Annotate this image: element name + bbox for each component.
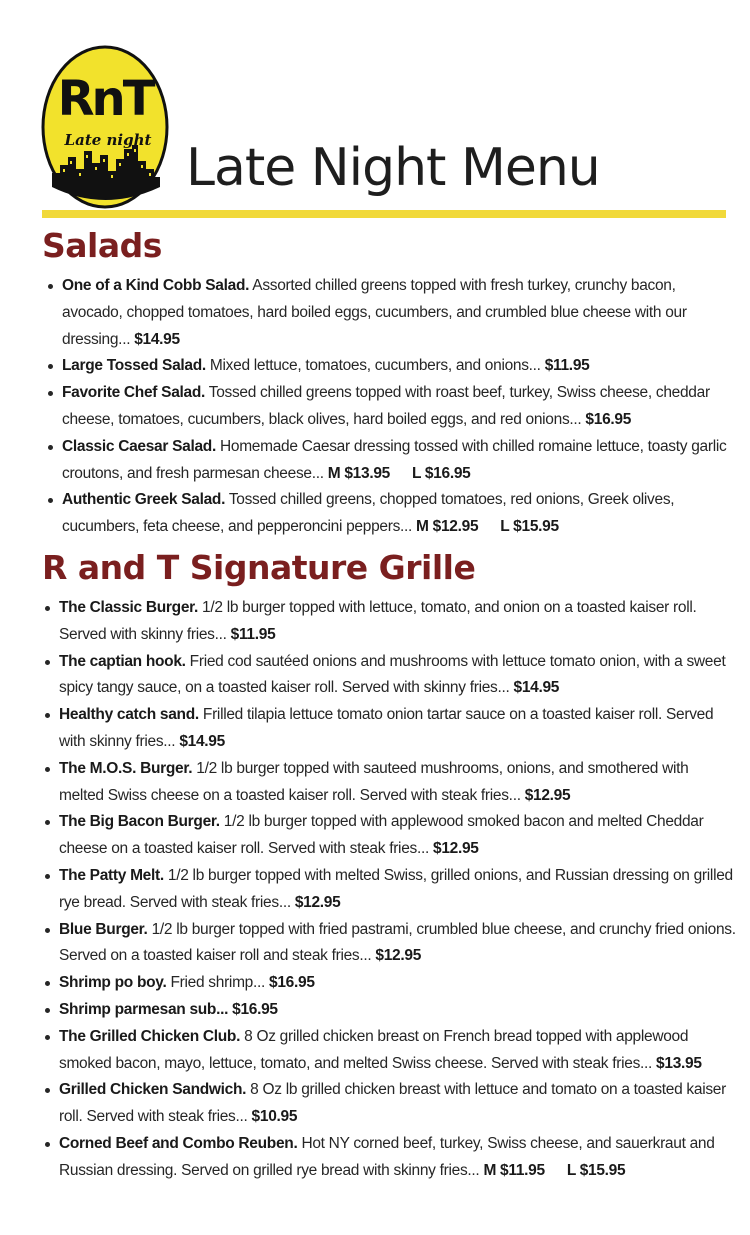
item-price: $10.95	[251, 1108, 298, 1126]
menu-header	[0, 0, 750, 222]
item-name: The Grilled Chicken Club.	[59, 1027, 241, 1045]
item-description: Fried shrimp...	[166, 974, 270, 992]
item-description: 1/2 lb burger topped with melted Swiss, grilled onions, and Russian dressing on grilled rye bread. Served with steak fries...	[59, 866, 733, 911]
list-item	[62, 353, 734, 380]
salads-list	[62, 273, 734, 541]
item-price: $13.95	[656, 1054, 702, 1072]
item-description: 1/2 lb burger topped with applewood smoked bacon and melted Cheddar cheese on a toasted kaiser roll. Served with steak fries...	[59, 813, 704, 858]
list-item	[59, 595, 737, 649]
item-description: 8 Oz grilled chicken breast on French bread topped with applewood smoked bacon, mayo, lettuce, tomato, and melted Swiss cheese. Served with steak fries...	[59, 1027, 689, 1072]
section-heading-salads: Salads	[42, 226, 162, 265]
item-price: $16.95	[269, 974, 315, 992]
list-item	[59, 917, 737, 971]
item-price: $12.95	[524, 786, 571, 804]
item-name: Blue Burger.	[59, 920, 148, 938]
item-price: $14.95	[179, 732, 225, 750]
item-price: $16.95	[232, 1000, 278, 1018]
svg-text:RnT: RnT	[57, 71, 153, 127]
item-name: The captian hook.	[59, 652, 186, 670]
item-description: Frilled tilapia lettuce tomato onion tartar sauce on a toasted kaiser roll. Served with skinny fries...	[59, 706, 714, 750]
item-name: The M.O.S. Burger.	[59, 759, 193, 777]
item-description: Fried cod sautéed onions and mushrooms with lettuce tomato onion, with a sweet spicy tangy sauce, on a toasted kaiser roll. Served with skinny fries...	[59, 652, 726, 697]
list-item	[59, 1024, 737, 1078]
item-price-large: L $15.95	[566, 1161, 626, 1179]
item-price: $11.95	[544, 357, 590, 375]
item-name: The Classic Burger.	[59, 599, 199, 616]
list-item	[59, 1131, 737, 1185]
list-item	[59, 809, 737, 863]
page-title: Late Night Menu	[186, 138, 600, 198]
item-name: Favorite Chef Salad.	[62, 384, 206, 402]
signature-grille-list	[59, 595, 737, 1185]
item-price: M $13.95	[327, 464, 390, 482]
item-price-large: L $15.95	[500, 518, 559, 536]
item-description: 8 Oz lb grilled chicken breast with lettuce and tomato on a toasted kaiser roll. Served with steak fries...	[59, 1081, 726, 1126]
list-item	[59, 702, 737, 756]
item-price: $14.95	[513, 679, 560, 697]
item-name: Authentic Greek Salad.	[62, 491, 226, 509]
list-item	[62, 380, 734, 434]
title-divider	[42, 210, 726, 218]
item-description: Tossed chilled greens, chopped tomatoes, red onions, Greek olives, cucumbers, feta cheese, and pepperoncini peppers...	[62, 491, 675, 536]
item-name: One of a Kind Cobb Salad.	[62, 277, 250, 294]
item-description: Mixed lettuce, tomatoes, cucumbers, and onions...	[205, 357, 545, 375]
item-name: Shrimp parmesan sub...	[59, 1000, 229, 1018]
item-description: Hot NY corned beef, turkey, Swiss cheese, and sauerkraut and Russian dressing. Served on grilled rye bread with skinny fries...	[59, 1134, 715, 1179]
item-price: $14.95	[134, 330, 180, 348]
item-price: $12.95	[433, 840, 479, 858]
item-description: Tossed chilled greens topped with roast beef, turkey, Swiss cheese, cheddar cheese, tomatoes, cucumbers, black olives, hard boiled eggs, and red onions...	[62, 384, 710, 428]
item-description: 1/2 lb burger topped with fried pastrami, crumbled blue cheese, and crunchy fried onions. Served on a toasted kaiser roll and steak fries...	[59, 920, 736, 965]
item-name: The Patty Melt.	[59, 866, 164, 884]
svg-text:Late night: Late night	[64, 131, 152, 149]
item-name: Classic Caesar Salad.	[62, 437, 216, 455]
list-item	[59, 649, 737, 703]
rnt-logo-icon	[40, 45, 170, 210]
list-item	[62, 487, 734, 541]
item-name: Shrimp po boy.	[59, 974, 167, 992]
list-item	[59, 997, 737, 1024]
item-price: $12.95	[294, 893, 341, 911]
item-name: Healthy catch sand.	[59, 706, 199, 724]
item-name: The Big Bacon Burger.	[59, 813, 220, 831]
item-price: M $11.95	[483, 1161, 545, 1179]
item-price: $16.95	[585, 410, 632, 428]
item-name: Corned Beef and Combo Reuben.	[59, 1134, 298, 1152]
list-item	[59, 1077, 737, 1131]
item-price: M $12.95	[416, 518, 479, 536]
list-item	[59, 756, 737, 810]
list-item	[62, 434, 734, 488]
list-item	[59, 863, 737, 917]
item-description: Assorted chilled greens topped with fresh turkey, crunchy bacon, avocado, chopped tomatoes, hard boiled eggs, cucumbers, and crumbled blue cheese with our dressing...	[62, 277, 687, 348]
item-price: $12.95	[375, 947, 422, 965]
item-name: Large Tossed Salad.	[62, 357, 206, 375]
item-price: $11.95	[230, 625, 276, 643]
list-item	[62, 273, 734, 353]
list-item	[59, 970, 737, 997]
section-heading-signature-grille: R and T Signature Grille	[42, 548, 476, 587]
item-description: Homemade Caesar dressing tossed with chilled romaine lettuce, toasty garlic croutons, and fresh parmesan cheese...	[62, 437, 727, 482]
item-description: 1/2 lb burger topped with sauteed mushrooms, onions, and smothered with melted Swiss cheese on a toasted kaiser roll. Served with steak fries...	[59, 759, 689, 804]
item-price-large: L $16.95	[411, 464, 471, 482]
item-description: 1/2 lb burger topped with lettuce, tomato, and onion on a toasted kaiser roll. Served with skinny fries...	[59, 599, 697, 643]
item-name: Grilled Chicken Sandwich.	[59, 1081, 247, 1099]
